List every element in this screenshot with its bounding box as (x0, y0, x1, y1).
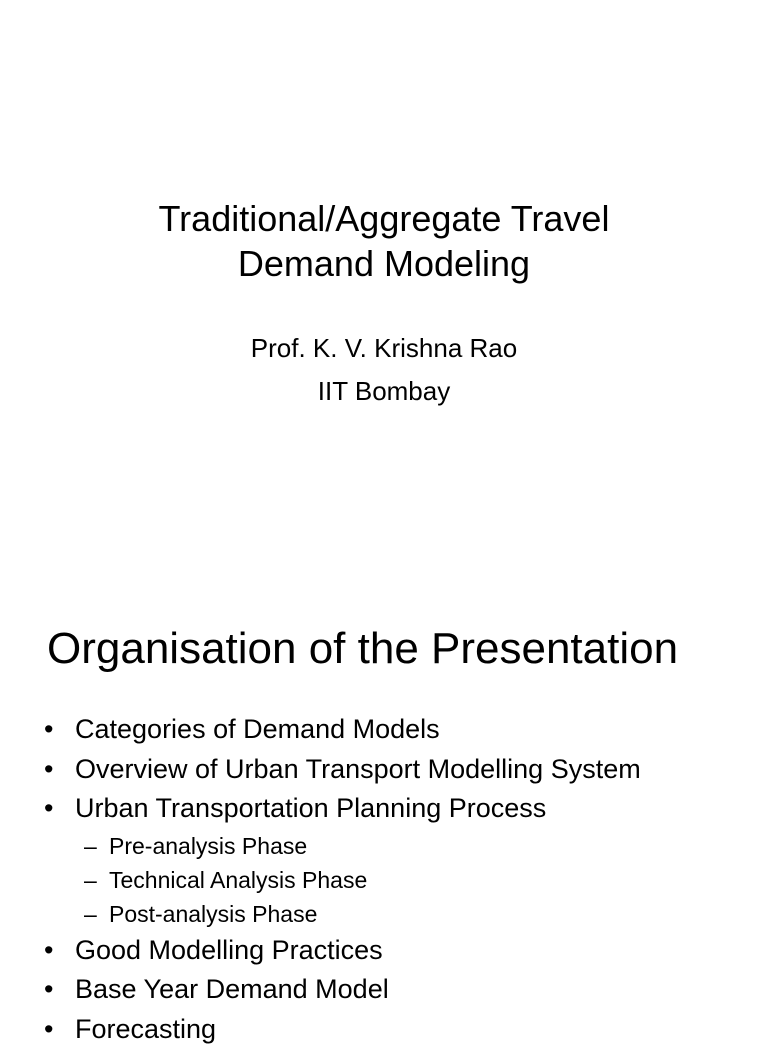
bullet-marker: • (44, 710, 53, 750)
presentation-title-line-2: Demand Modeling (0, 241, 768, 286)
bullet-marker: • (44, 1010, 53, 1049)
list-item-text: Good Modelling Practices (75, 935, 383, 965)
sub-list-item-text: Pre-analysis Phase (109, 833, 307, 859)
sub-bullet-marker: – (84, 829, 97, 863)
list-item-text: Urban Transportation Planning Process (75, 793, 546, 823)
list-item-text: Categories of Demand Models (75, 714, 440, 744)
sub-bullet-marker: – (84, 897, 97, 931)
list-item (44, 931, 744, 971)
sub-list-item (44, 829, 744, 863)
list-item (44, 970, 744, 1010)
bullet-marker: • (44, 789, 53, 829)
sub-list-item-text: Post-analysis Phase (109, 901, 317, 927)
list-item (44, 789, 744, 829)
list-item-text: Forecasting (75, 1014, 216, 1044)
list-item (44, 1010, 744, 1049)
sub-list-item (44, 863, 744, 897)
sub-list-item (44, 897, 744, 931)
outline-slide (0, 512, 768, 1024)
bullet-marker: • (44, 931, 53, 971)
list-item-text: Base Year Demand Model (75, 974, 389, 1004)
list-item (44, 750, 744, 790)
author-name: Prof. K. V. Krishna Rao (0, 332, 768, 364)
outline-title: Organisation of the Presentation (47, 622, 678, 676)
outline-list (44, 710, 744, 1049)
institution-name: IIT Bombay (0, 375, 768, 407)
bullet-marker: • (44, 970, 53, 1010)
presentation-title (0, 196, 768, 286)
sub-bullet-marker: – (84, 863, 97, 897)
sub-list-item-text: Technical Analysis Phase (109, 867, 367, 893)
bullet-marker: • (44, 750, 53, 790)
presentation-title-line-1: Traditional/Aggregate Travel (0, 196, 768, 241)
list-item-text: Overview of Urban Transport Modelling System (75, 754, 641, 784)
title-slide (0, 0, 768, 512)
list-item (44, 710, 744, 750)
